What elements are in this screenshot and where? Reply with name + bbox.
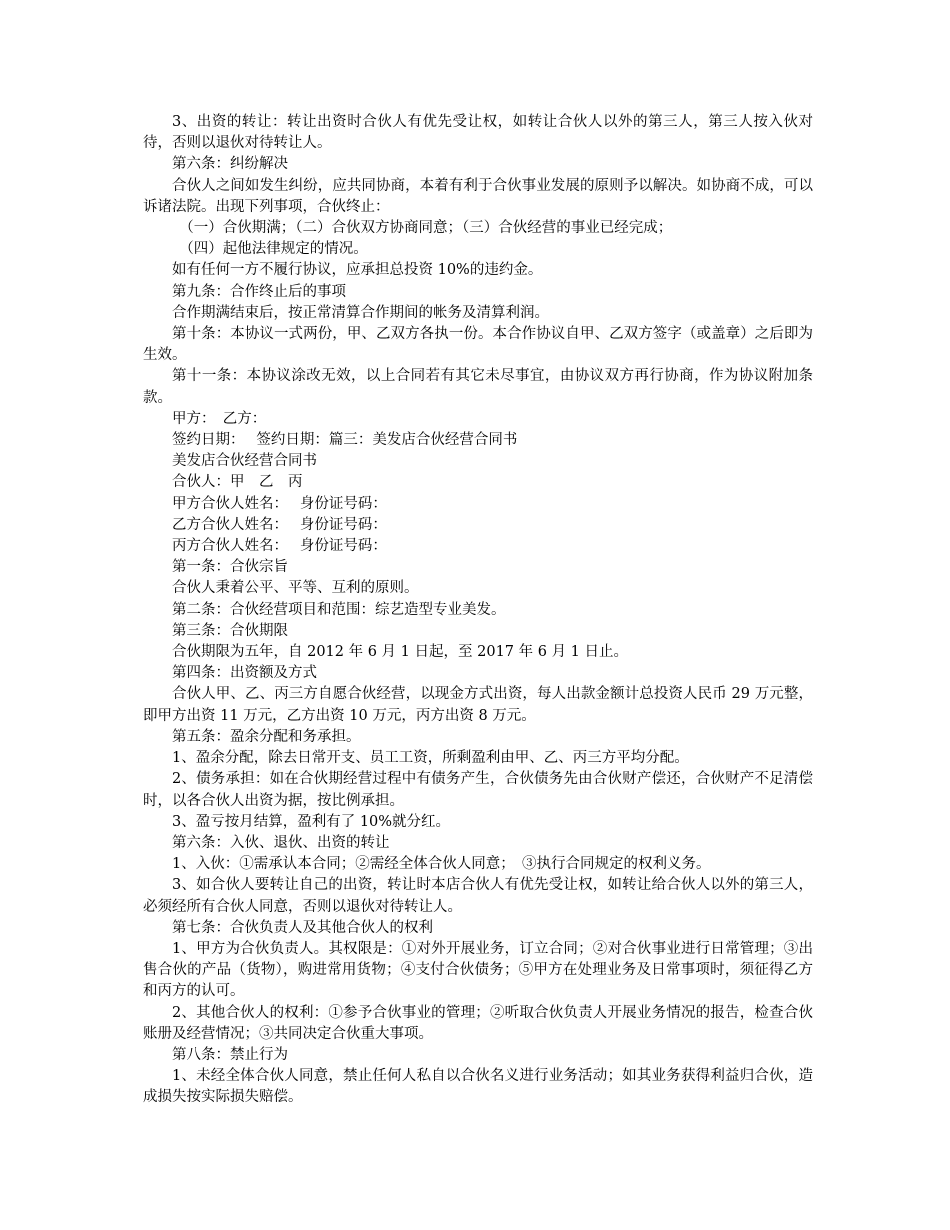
paragraph: 合伙人秉着公平、平等、互利的原则。: [172, 580, 419, 597]
article-heading: 第八条：禁止行为: [172, 1046, 288, 1063]
paragraph: 1、盈余分配，除去日常开支、员工工资，所剩盈利由甲、乙、丙三方平均分配。: [172, 750, 689, 767]
article-heading: 第三条：合伙期限: [172, 622, 288, 639]
signature-dates: 签约日期： 签约日期：篇三：美发店合伙经营合同书: [172, 432, 518, 449]
paragraph: 3、盈亏按月结算，盈利有了 10%就分红。: [172, 813, 451, 830]
article-heading: 第六条：纠纷解决: [172, 156, 288, 173]
paragraph: 1、甲方为合伙负责人。其权限是：①对外开展业务，订立合同；②对合伙事业进行日常管理；③出售合伙的产品（货物），购进常用货物；④支付合伙债务；⑤甲方在处理业务及日常事项时，须征得乙方和丙方的认可。: [143, 940, 813, 1000]
paragraph: 2、其他合伙人的权利：①参予合伙事业的管理；②听取合伙负责人开展业务情况的报告，检查合伙账册及经营情况；③共同决定合伙重大事项。: [143, 1004, 813, 1042]
paragraph: 如有任何一方不履行协议，应承担总投资 10%的违约金。: [172, 262, 543, 279]
partners-line: 合伙人：甲 乙 丙: [172, 474, 303, 491]
list-item: （一）合伙期满；（二）合伙双方协商同意；（三）合伙经营的事业已经完成；: [179, 220, 673, 237]
article-heading: 第四条：出资额及方式: [172, 665, 317, 682]
article-heading: 第九条：合作终止后的事项: [172, 283, 346, 300]
article-heading: 第一条：合伙宗旨: [172, 559, 288, 576]
paragraph: 合伙人甲、乙、丙三方自愿合伙经营，以现金方式出资，每人出款金额计总投资人民币 29 万元整，即甲方出资 11 万元，乙方出资 10 万元，丙方出资 8 万元。: [143, 686, 813, 724]
list-item: （四）起他法律规定的情况。: [179, 241, 368, 258]
paragraph: 合作期满结束后，按正常清算合作期间的帐务及清算利润。: [172, 304, 549, 321]
paragraph: 3、如合伙人要转让自己的出资，转让时本店合伙人有优先受让权，如转让给合伙人以外的第三人，必须经所有合伙人同意，否则以退伙对待转让人。: [143, 877, 813, 915]
article-heading: 第七条：合伙负责人及其他合伙人的权利: [172, 919, 433, 936]
paragraph: 1、未经全体合伙人同意，禁止任何人私自以合伙名义进行业务活动；如其业务获得利益归合伙，造成损失按实际损失赔偿。: [143, 1068, 813, 1106]
article-heading: 第二条：合伙经营项目和范围：综艺造型专业美发。: [172, 601, 506, 618]
article-heading: 第六条：入伙、退伙、出资的转让: [172, 834, 390, 851]
partner-b-field: 乙方合伙人姓名： 身份证号码：: [172, 516, 387, 533]
paragraph: 合伙期限为五年，自 2012 年 6 月 1 日起，至 2017 年 6 月 1 日止。: [172, 644, 629, 661]
article-heading: 第五条：盈余分配和务承担。: [172, 728, 361, 745]
paragraph: 1、入伙：①需承认本合同；②需经全体合伙人同意； ③执行合同规定的权利义务。: [172, 856, 711, 873]
signature-parties: 甲方： 乙方：: [172, 410, 267, 427]
paragraph: 第十一条：本协议涂改无效，以上合同若有其它未尽事宜，由协议双方再行协商，作为协议附加条款。: [143, 368, 813, 406]
contract-title: 美发店合伙经营合同书: [172, 453, 317, 470]
paragraph: 第十条：本协议一式两份，甲、乙双方各执一份。本合作协议自甲、乙双方签字（或盖章）之后即为生效。: [143, 326, 813, 364]
paragraph: 合伙人之间如发生纠纷，应共同协商，本着有利于合伙事业发展的原则予以解决。如协商不成，可以诉诸法院。出现下列事项，合伙终止：: [143, 177, 813, 215]
partner-a-field: 甲方合伙人姓名： 身份证号码：: [172, 495, 387, 512]
document-body: [143, 112, 813, 1109]
paragraph: 2、债务承担：如在合伙期经营过程中有债务产生，合伙债务先由合伙财产偿还，合伙财产不足清偿时，以各合伙人出资为据，按比例承担。: [143, 771, 813, 809]
clause-transfer-paragraph: 3、出资的转让：转让出资时合伙人有优先受让权，如转让合伙人以外的第三人，第三人按入伙对待，否则以退伙对待转让人。: [143, 114, 813, 152]
partner-c-field: 丙方合伙人姓名： 身份证号码：: [172, 538, 387, 555]
